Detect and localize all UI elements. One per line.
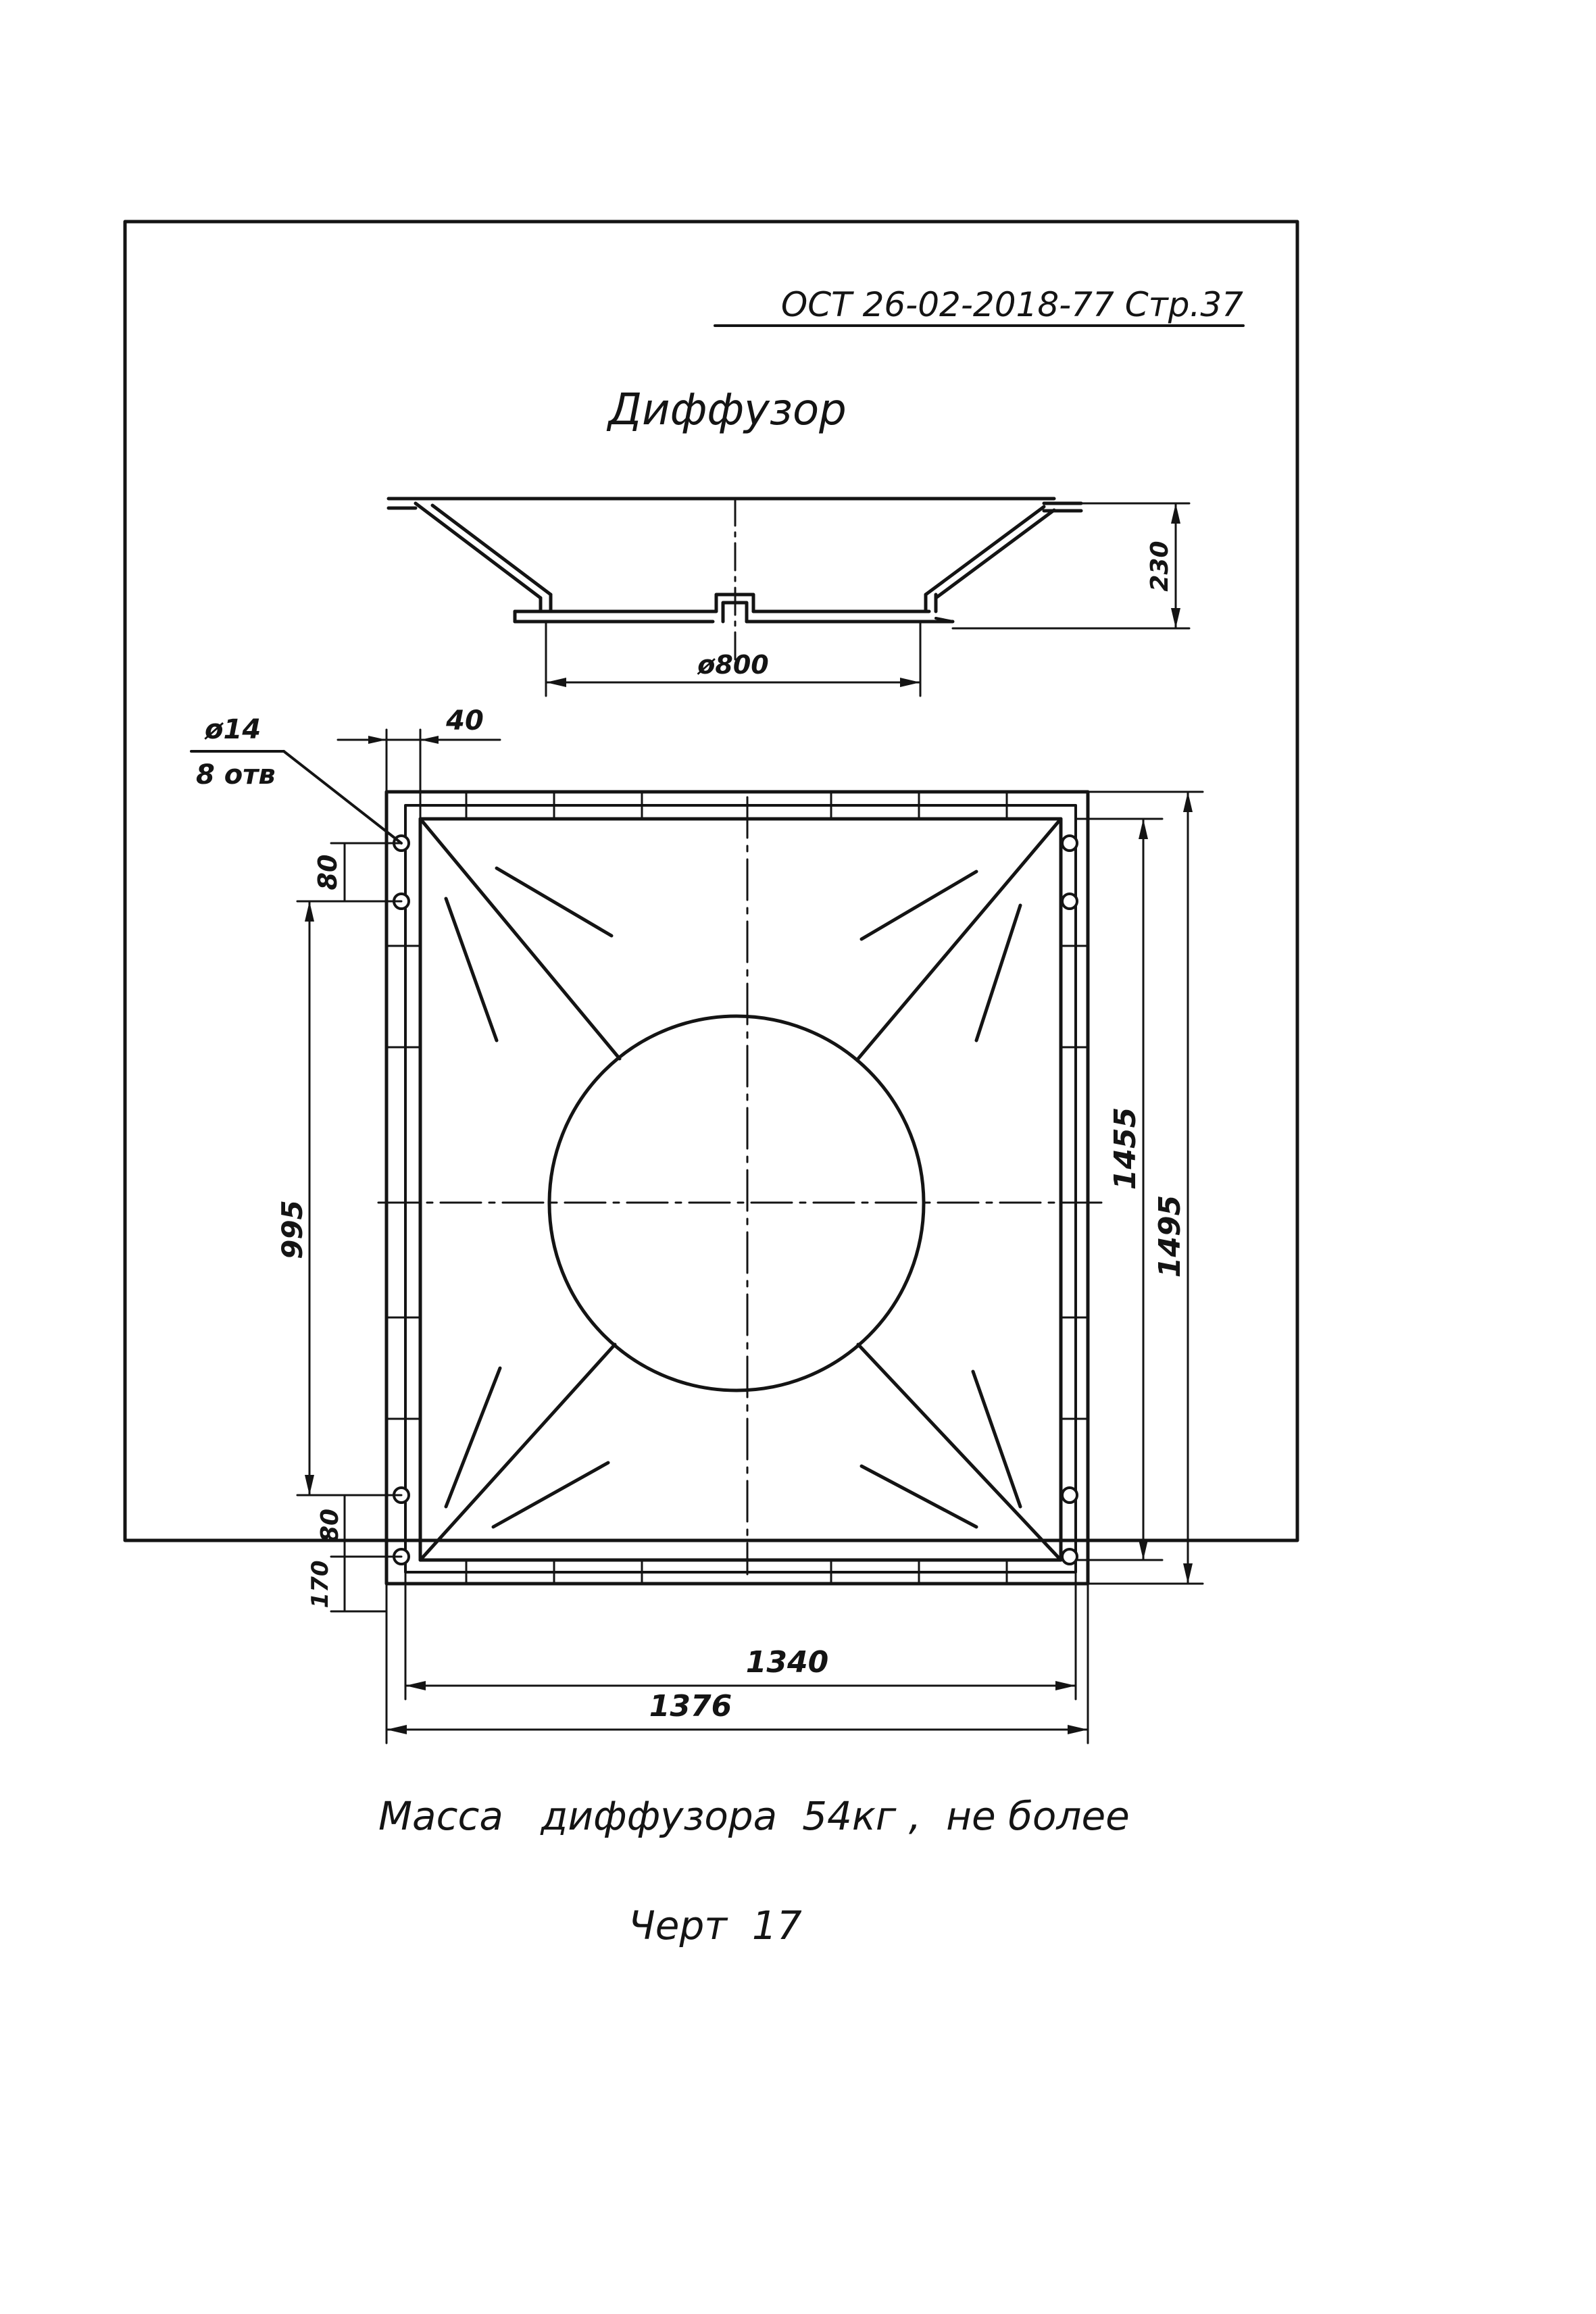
hole	[1062, 1488, 1077, 1503]
dimension-1495: 1495	[1153, 1194, 1187, 1278]
dimension-80-bottom: 80	[316, 1508, 344, 1543]
side-view-left-wall	[416, 503, 541, 598]
plan-rib-bottom-right	[858, 1344, 1061, 1560]
dimension-1340: 1340	[745, 1645, 829, 1680]
dimension-1455: 1455	[1108, 1107, 1143, 1190]
hole	[1062, 894, 1077, 909]
dimension-1376: 1376	[649, 1689, 732, 1724]
mass-note: Масса диффузора 54кг , не более	[378, 1793, 1130, 1839]
plan-rib-top-right	[858, 819, 1061, 1059]
dimension-170: 170	[307, 1560, 334, 1609]
hole-diameter-label: ø14	[205, 714, 261, 745]
dimension-40: 40	[446, 705, 484, 736]
mounting-holes	[394, 836, 1077, 1564]
hole-leader-line	[284, 751, 401, 843]
side-view-right-wall	[926, 507, 1044, 595]
hole	[1062, 1549, 1077, 1564]
hole-count-label: 8 отв	[196, 759, 276, 790]
figure-label: Черт 17	[628, 1903, 802, 1948]
plan-rib-bottom-left	[420, 1344, 615, 1560]
document-code: ОСТ 26-02-2018-77 Стр.37	[780, 285, 1243, 324]
dimension-995: 995	[276, 1200, 309, 1259]
plan-view	[191, 705, 1203, 1743]
dimension-80-top: 80	[313, 854, 343, 890]
plan-rib-top-left	[420, 819, 620, 1059]
drawing-title: Диффузор	[608, 385, 847, 435]
hole	[1062, 836, 1077, 851]
side-view	[389, 499, 1189, 696]
dimension-diameter-800: ø800	[697, 650, 769, 680]
dimension-230: 230	[1146, 540, 1174, 592]
